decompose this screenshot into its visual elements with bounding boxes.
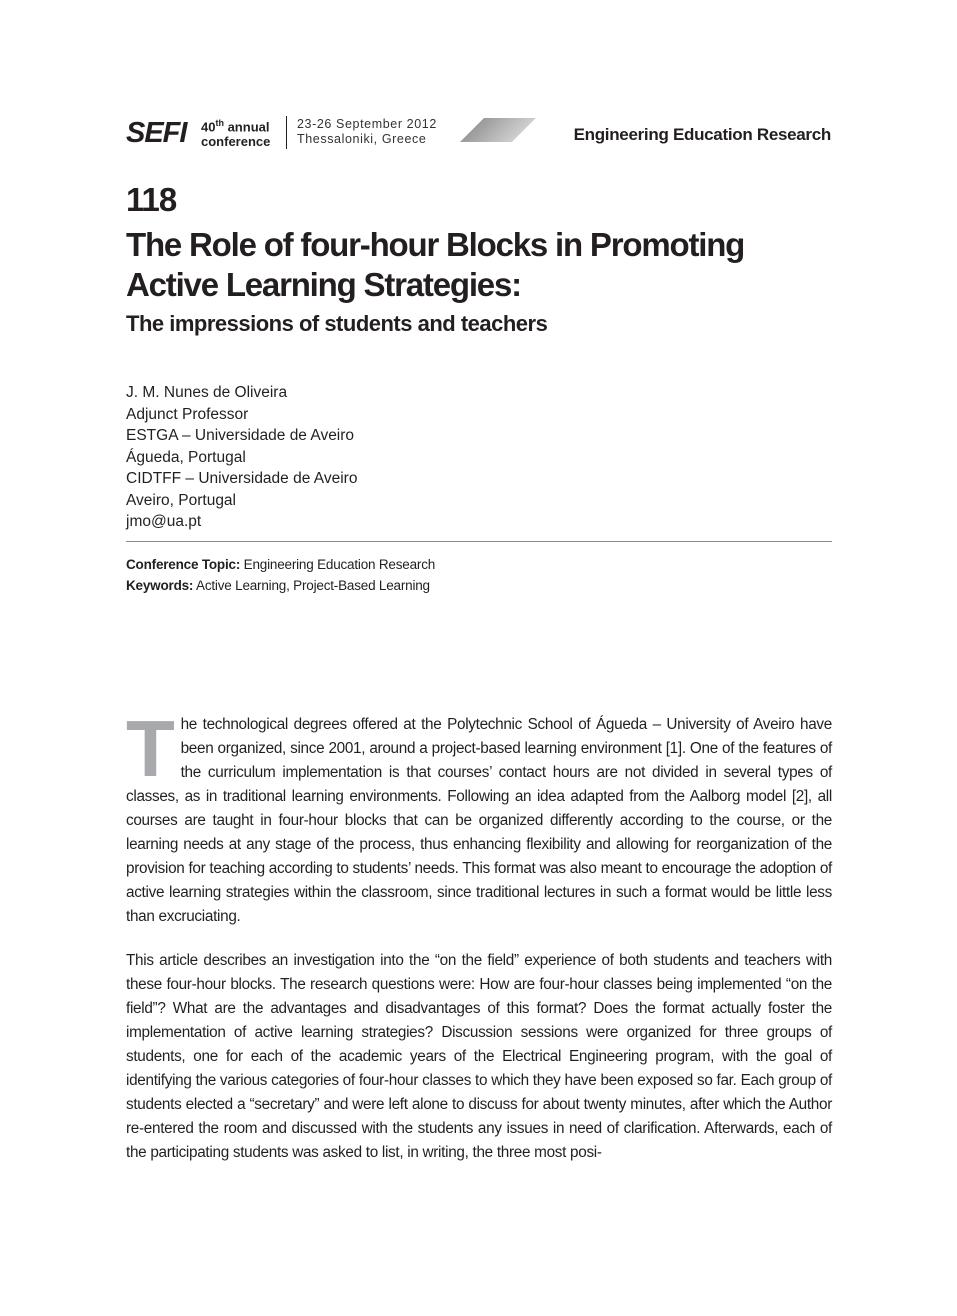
paragraph-1-text: he technological degrees offered at the Polytechnic School of Águeda – University of Aveiro have been organized, since 2001, around a project-based learning environment [1]. One of the features of the curriculum implementation is that courses’ contact hours are not divided in several types of classes, as in traditional learning environments. Following an idea adapted from the Aalborg model [2], all courses are taught in four-hour blocks that can be organized differently according to the course, or the learning needs at any stage of the process, thus enhancing flexibility and allowing for reorganization of the provision for teaching according to students’ needs. This format was also meant to encourage the adoption of active learning strategies within the classroom, since traditional lectures in such a format would be little less than excruciating. bbox=[126, 716, 832, 925]
conference-annual: annual bbox=[223, 119, 270, 135]
conference-track: Engineering Education Research bbox=[573, 125, 831, 144]
conference-dates bbox=[297, 117, 437, 147]
body-paragraph-2: This article describes an investigation into the “on the field” experience of both students and teachers with these four-hour blocks. The research questions were: How are four-hour classes being implemented “on the field”? What are the advantages and disadvantages of this format? Does the format actually foster the implementation of active learning strategies? Discussion sessions were organized for three groups of students, one for each of the academic years of the Electrical Engineering program, with the goal of identifying the various categories of four-hour classes to which they have been exposed so far. Each group of students elected a “secretary” and were left alone to discuss for about twenty minutes, after which the Author re-entered the room and discussed with the students any issues in need of clarification. Afterwards, each of the participating students was asked to list, in writing, the three most posi- bbox=[126, 952, 832, 1161]
author-affiliation-1: ESTGA – Universidade de Aveiro bbox=[126, 427, 355, 444]
conference-word: conference bbox=[201, 134, 271, 150]
conference-topic bbox=[126, 554, 435, 575]
conference-location: Thessaloniki, Greece bbox=[297, 132, 427, 146]
header-divider bbox=[286, 116, 287, 149]
author-block bbox=[126, 382, 357, 533]
paper-subtitle: The impressions of students and teachers bbox=[126, 311, 548, 336]
keywords-label: Keywords: bbox=[126, 578, 194, 593]
topic-label: Conference Topic: bbox=[126, 557, 241, 572]
conference-ordinal-suffix: th bbox=[215, 118, 224, 128]
author-affiliation-2: CIDTFF – Universidade de Aveiro bbox=[126, 470, 358, 487]
topic-value: Engineering Education Research bbox=[240, 557, 436, 572]
author-email: jmo@ua.pt bbox=[126, 513, 202, 530]
sefi-logo: SEFI bbox=[126, 117, 187, 149]
conference-label bbox=[201, 116, 270, 149]
decorative-parallelogram bbox=[460, 118, 536, 142]
section-divider bbox=[126, 541, 832, 542]
paper-title: The Role of four-hour Blocks in Promoting Active Learning Strategies: bbox=[126, 226, 745, 303]
conference-header bbox=[126, 116, 831, 152]
author-position: Adjunct Professor bbox=[126, 405, 249, 423]
author-location-1: Águeda, Portugal bbox=[126, 448, 246, 466]
keywords bbox=[126, 575, 435, 596]
conference-ordinal-number: 40 bbox=[201, 119, 216, 135]
paper-meta bbox=[126, 554, 435, 596]
author-location-2: Aveiro, Portugal bbox=[126, 491, 236, 509]
keywords-value: Active Learning, Project-Based Learning bbox=[193, 578, 430, 593]
author-name: J. M. Nunes de Oliveira bbox=[126, 384, 288, 401]
drop-cap: T bbox=[126, 704, 175, 793]
conference-date-range: 23-26 September 2012 bbox=[297, 117, 437, 131]
body-paragraph-1 bbox=[126, 704, 832, 929]
paper-number: 118 bbox=[126, 181, 177, 218]
